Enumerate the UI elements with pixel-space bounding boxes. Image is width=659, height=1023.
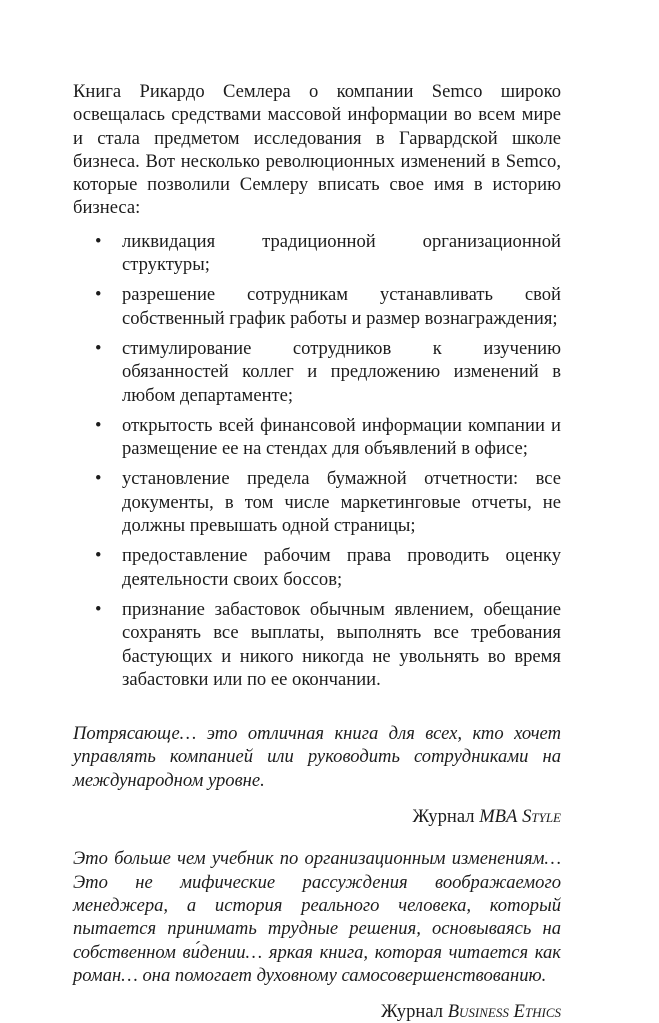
- list-item: [73, 544, 561, 591]
- attribution-source-smallcaps: Style: [522, 806, 561, 828]
- bullet-icon: •: [95, 414, 102, 436]
- list-item-text: разрешение сотрудникам устанавливать свой собственный график работы и размер вознаграждения;: [122, 284, 561, 329]
- list-item-text: ликвидация традиционной организационной структуры;: [122, 230, 561, 276]
- bullet-icon: •: [95, 468, 102, 490]
- attribution-prefix: Журнал: [412, 806, 475, 828]
- page-content: [73, 80, 561, 1023]
- list-item-text: предоставление рабочим права проводить оценку деятельности своих боссов;: [122, 545, 561, 590]
- list-item: [73, 337, 561, 407]
- attribution-prefix: Журнал: [381, 1001, 444, 1023]
- list-item: [73, 283, 561, 330]
- list-item-text: признание забастовок обычным явлением, обещание сохранять все выплаты, выполнять все требования бастующих и никого никогда не увольнять во время забастовки или по ее окончании.: [122, 598, 561, 690]
- list-item-text: открытость всей финансовой информации компании и размещение ее на стендах для объявлений в офисе;: [122, 414, 561, 460]
- review-quote: Это больше чем учебник по организационным изменениям… Это не мифические рассуждения воображаемого менеджера, а история реального человека, который пытается принимать трудные решения, основываясь на собственном ви́дении… яркая книга, которая читается как роман… она помогает духовному самосовершенствованию.: [73, 848, 561, 986]
- bullet-icon: •: [95, 230, 102, 252]
- quote-attribution: [73, 1000, 561, 1023]
- quote-attribution: [73, 805, 561, 828]
- list-item-text: стимулирование сотрудников к изучению обязанностей коллег и предложению изменений в любом департаменте;: [122, 337, 561, 406]
- list-item-text: установление предела бумажной отчетности: все документы, в том числе маркетинговые отчеты, не должны превышать одной страницы;: [122, 468, 561, 537]
- intro-paragraph: Книга Рикардо Семлера о компании Semco широко освещалась средствами массовой информации во всем мире и стала предметом исследования в Гарвардской школе бизнеса. Вот несколько революционных изменений в Semco, которые позволили Семлеру вписать свое имя в историю бизнеса:: [73, 81, 561, 219]
- list-item: [73, 598, 561, 691]
- bullet-icon: •: [95, 337, 102, 359]
- bullet-icon: •: [95, 284, 102, 306]
- review-quote: Потрясающе… это отличная книга для всех, кто хочет управлять компанией или руководить сотрудниками на международном уровне.: [73, 723, 561, 791]
- list-item: [73, 414, 561, 461]
- attribution-source: MBA: [479, 806, 518, 828]
- bullet-list: [73, 230, 561, 691]
- attribution-source-smallcaps: Business Ethics: [447, 1001, 561, 1023]
- list-item: [73, 230, 561, 277]
- bullet-icon: •: [95, 598, 102, 620]
- bullet-icon: •: [95, 545, 102, 567]
- list-item: [73, 467, 561, 537]
